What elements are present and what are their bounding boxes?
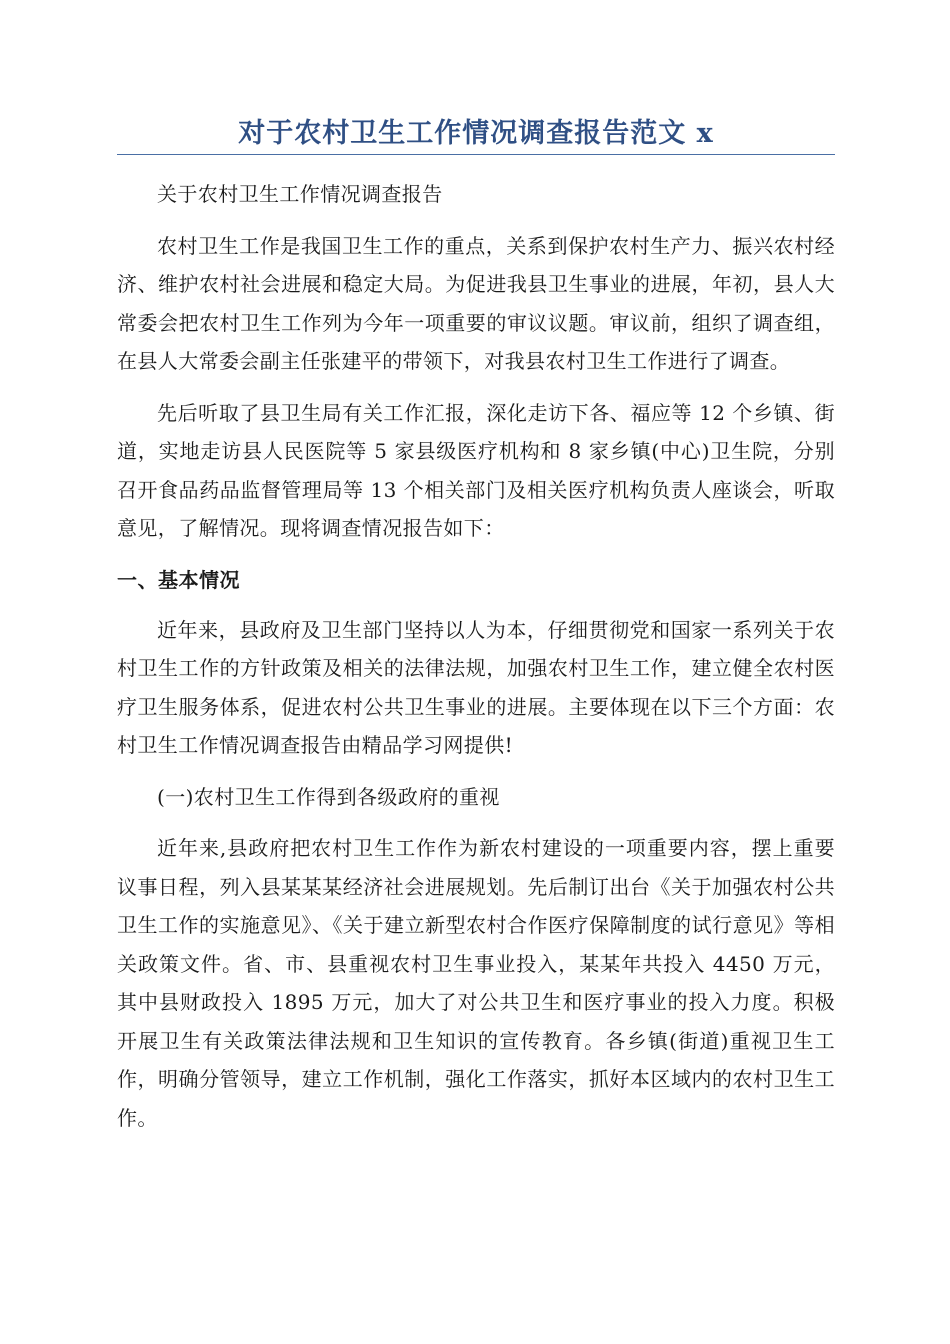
title-divider bbox=[117, 154, 835, 155]
subsection1-body-paragraph: 近年来,县政府把农村卫生工作作为新农村建设的一项重要内容，摆上重要议事日程，列入县某某某经济社会进展规划。先后制订出台《关于加强农村公共卫生工作的实施意见》、《关于建立新型农村合作医疗保障制度的试行意见》等相关政策文件。省、市、县重视农村卫生事业投入，某某年共投入 4450 万元，其中县财政投入 1895 万元，加大了对公共卫生和医疗事业的投入力度。积极开展卫生有关政策法律法规和卫生知识的宣传教育。各乡镇(街道)重视卫生工作，明确分管领导，建立工作机制，强化工作落实，抓好本区域内的农村卫生工作。 bbox=[117, 836, 835, 1130]
intro-paragraph-1: 农村卫生工作是我国卫生工作的重点，关系到保护农村生产力、振兴农村经济、维护农村社会进展和稳定大局。为促进我县卫生事业的进展，年初，县人大常委会把农村卫生工作列为今年一项重要的审议议题。审议前，组织了调查组，在县人大常委会副主任张建平的带领下，对我县农村卫生工作进行了调查。 bbox=[117, 233, 835, 373]
section1-intro-paragraph: 近年来，县政府及卫生部门坚持以人为本，仔细贯彻党和国家一系列关于农村卫生工作的方针政策及相关的法律法规，加强农村卫生工作，建立健全农村医疗卫生服务体系，促进农村公共卫生事业的进展。主要体现在以下三个方面：农村卫生工作情况调查报告由精品学习网提供! bbox=[117, 617, 835, 757]
document-title: 对于农村卫生工作情况调查报告范文 x bbox=[238, 118, 714, 149]
report-subtitle: 关于农村卫生工作情况调查报告 bbox=[157, 182, 443, 206]
subsection-heading-1: (一)农村卫生工作得到各级政府的重视 bbox=[157, 784, 500, 809]
section-heading-basic-situation: 一、基本情况 bbox=[117, 567, 240, 592]
document-page bbox=[117, 114, 835, 1150]
intro-paragraph-2: 先后听取了县卫生局有关工作汇报，深化走访下各、福应等 12 个乡镇、街道，实地走访县人民医院等 5 家县级医疗机构和 8 家乡镇(中心)卫生院，分别召开食品药品监督管理局等 13 个相关部门及相关医疗机构负责人座谈会，听取意见，了解情况。现将调查情况报告如下： bbox=[117, 400, 835, 540]
